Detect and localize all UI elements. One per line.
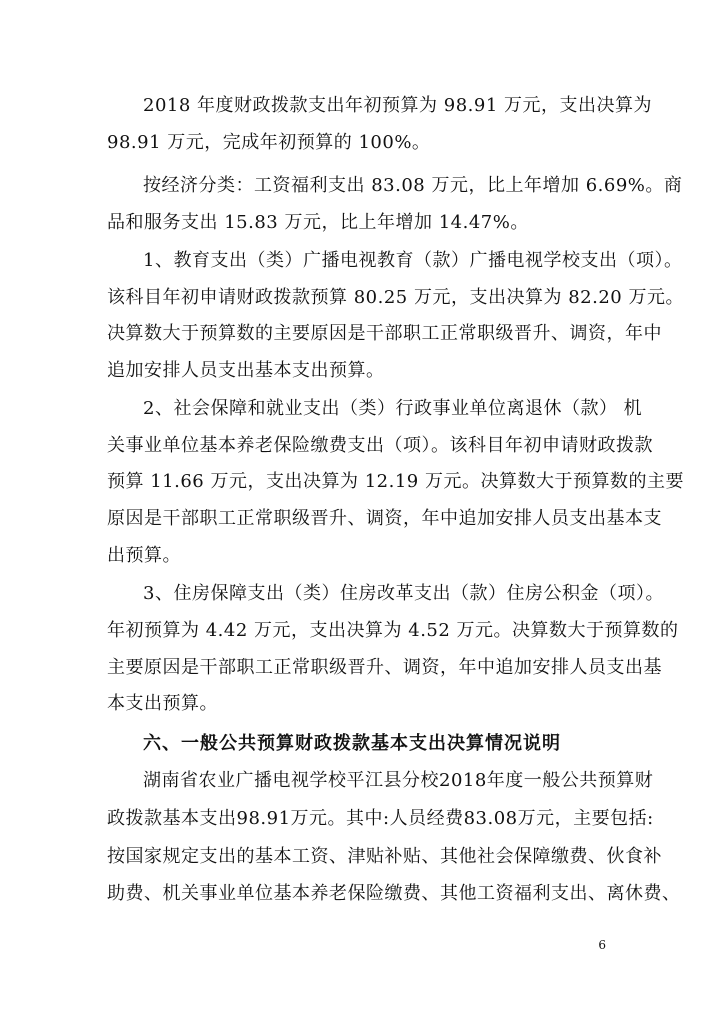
section-body-line-4: 助费、机关事业单位基本养老保险缴费、其他工资福利支出、离休费、 [107,883,681,904]
page-number: 6 [598,938,606,952]
paragraph-2-line-2: 品和服务支出 15.83 万元，比上年增加 14.47%。 [107,212,529,233]
paragraph-4-line-5: 出预算。 [107,545,181,566]
paragraph-2-line-1: 按经济分类：工资福利支出 83.08 万元，比上年增加 6.69%。商 [143,175,683,196]
paragraph-3-line-3: 决算数大于预算数的主要原因是干部职工正常职级晋升、调资，年中 [107,323,662,344]
paragraph-3-line-2: 该科目年初申请财政拨款预算 80.25 万元，支出决算为 82.20 万元。 [107,287,684,308]
paragraph-3-line-4: 追加安排人员支出基本支出预算。 [107,360,385,381]
section-heading: 六、一般公共预算财政拨款基本支出决算情况说明 [143,733,561,754]
paragraph-4-line-2: 关事业单位基本养老保险缴费支出（项）。该科目年初申请财政拨款 [107,435,653,456]
paragraph-4-line-3: 预算 11.66 万元，支出决算为 12.19 万元。决算数大于预算数的主要 [107,471,684,492]
section-body-line-1: 湖南省农业广播电视学校平江县分校2018年度一般公共预算财 [143,770,654,791]
paragraph-5-line-1: 3、住房保障支出（类）住房改革支出（款）住房公积金（项）。 [143,583,664,604]
paragraph-5-line-4: 本支出预算。 [107,693,218,714]
paragraph-4-line-4: 原因是干部职工正常职级晋升、调资，年中追加安排人员支出基本支 [107,508,662,529]
paragraph-5-line-3: 主要原因是干部职工正常职级晋升、调资，年中追加安排人员支出基 [107,657,662,678]
paragraph-1-line-1: 2018 年度财政拨款支出年初预算为 98.91 万元，支出决算为 [143,95,653,116]
paragraph-3-line-1: 1、教育支出（类）广播电视教育（款）广播电视学校支出（项）。 [143,250,683,271]
section-body-line-2: 政拨款基本支出98.91万元。其中:人员经费83.08万元，主要包括: [107,808,654,829]
paragraph-1-line-2: 98.91 万元，完成年初预算的 100%。 [107,132,431,153]
paragraph-4-line-1: 2、社会保障和就业支出（类）行政事业单位离退休（款） 机 [143,398,643,419]
paragraph-5-line-2: 年初预算为 4.42 万元，支出决算为 4.52 万元。决算数大于预算数的 [107,620,679,641]
section-body-line-3: 按国家规定支出的基本工资、津贴补贴、其他社会保障缴费、伙食补 [107,846,662,867]
